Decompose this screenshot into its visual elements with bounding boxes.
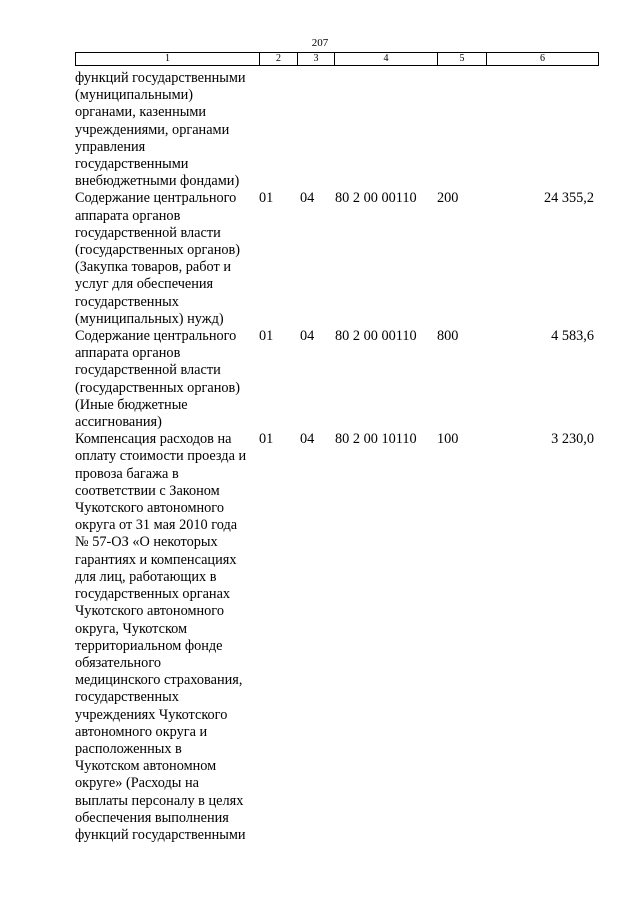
row-target-article: 80 2 00 00110 [335,190,417,207]
row-expense-type: 800 [437,328,459,345]
row-description: Компенсация расходов на оплату стоимости проезда и провоза багажа в соответствии с Законом Чукотского автономного округа от 31 мая 2010 года № 57-ОЗ «О некоторых гарантиях и компенсациях для лиц, работающих в государственных органах Чукотского автономного округа, Чукотском территориальном фонде обязательного медицинского страхования, государственных учреждениях Чукотского автономного округа и расположенных в Чукотском автономном округе» (Расходы на выплаты персоналу в целях обеспечения выполнения функций государственными [75,431,247,843]
row-section-code: 01 [259,190,274,207]
row-description: функций государственными (муниципальными) органами, казенными учреждениями, органами управления государственными внебюджетными фондами) [75,70,246,190]
row-amount: 4 583,6 [551,328,594,345]
column-header-2: 2 [260,53,298,66]
row-target-article: 80 2 00 00110 [335,328,417,345]
row-amount: 3 230,0 [551,431,594,448]
row-description: Содержание центрального аппарата органов государственной власти (государственных органов) (Закупка товаров, работ и услуг для обеспечения государственных (муниципальных) нужд) [75,190,241,327]
row-subsection-code: 04 [300,431,315,448]
table-row [75,328,598,431]
column-header-3: 3 [298,53,335,66]
column-header-4: 4 [335,53,438,66]
row-section-code: 01 [259,328,274,345]
row-section-code: 01 [259,431,274,448]
table-row [75,431,598,844]
row-target-article: 80 2 00 10110 [335,431,417,448]
row-expense-type: 200 [437,190,459,207]
row-subsection-code: 04 [300,328,315,345]
column-header-row [76,53,599,66]
table-row [75,70,598,190]
table-row [75,190,598,328]
budget-table-body [75,70,598,844]
row-expense-type: 100 [437,431,459,448]
row-amount: 24 355,2 [543,190,594,207]
column-header-6: 6 [487,53,599,66]
column-header-5: 5 [438,53,487,66]
column-header-1: 1 [76,53,260,66]
column-header-table [75,52,599,66]
page-number: 207 [311,37,329,49]
row-subsection-code: 04 [300,190,315,207]
row-description: Содержание центрального аппарата органов государственной власти (государственных органов) (Иные бюджетные ассигнования) [75,328,241,431]
